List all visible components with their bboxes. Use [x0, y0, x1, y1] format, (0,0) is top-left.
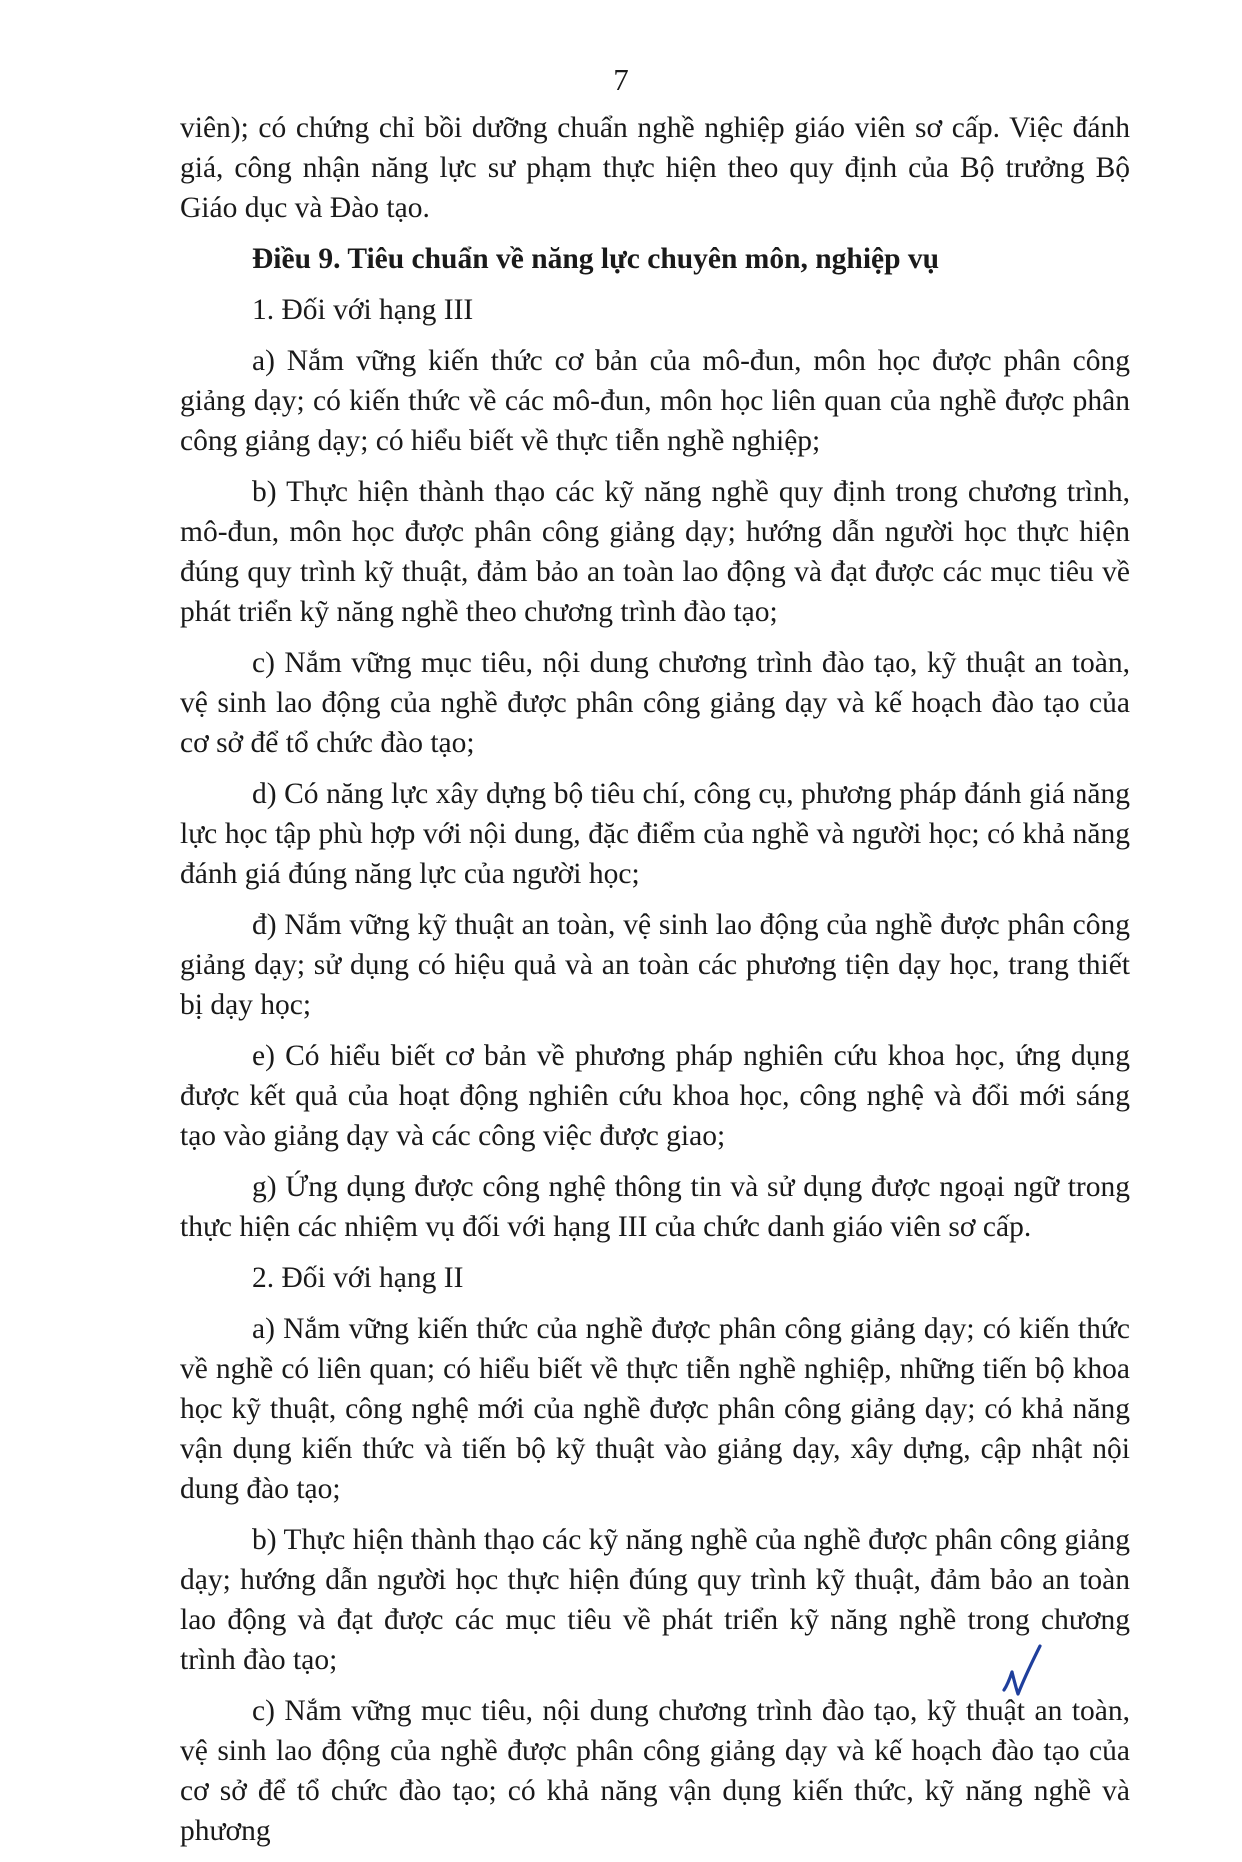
article-heading: Điều 9. Tiêu chuẩn về năng lực chuyên môn, nghiệp vụ [252, 243, 940, 275]
paragraph-continuation: viên); có chứng chỉ bồi dưỡng chuẩn nghề nghiệp giáo viên sơ cấp. Việc đánh giá, công nhận năng lực sư phạm thực hiện theo quy định của Bộ trưởng Bộ Giáo dục và Đào tạo. [180, 112, 1130, 224]
document-body [180, 108, 1130, 1862]
section-heading-rank-3: 1. Đối với hạng III [252, 294, 474, 326]
paragraph-item-dd: đ) Nắm vững kỹ thuật an toàn, vệ sinh lao động của nghề được phân công giảng dạy; sử dụng có hiệu quả và an toàn các phương tiện dạy học, trang thiết bị dạy học; [180, 909, 1130, 1021]
paragraph-item-b: b) Thực hiện thành thạo các kỹ năng nghề của nghề được phân công giảng dạy; hướng dẫn người học thực hiện đúng quy trình kỹ thuật, đảm bảo an toàn lao động và đạt được các mục tiêu về phát triển kỹ năng nghề trong chương trình đào tạo; [180, 1524, 1130, 1676]
paragraph-item-b: b) Thực hiện thành thạo các kỹ năng nghề quy định trong chương trình, mô-đun, môn học được phân công giảng dạy; hướng dẫn người học thực hiện đúng quy trình kỹ thuật, đảm bảo an toàn lao động và đạt được các mục tiêu về phát triển kỹ năng nghề theo chương trình đào tạo; [180, 476, 1130, 628]
section-heading-rank-2: 2. Đối với hạng II [252, 1262, 464, 1294]
paragraph-item-e: e) Có hiểu biết cơ bản về phương pháp nghiên cứu khoa học, ứng dụng được kết quả của hoạt động nghiên cứu khoa học, công nghệ và đổi mới sáng tạo vào giảng dạy và các công việc được giao; [180, 1040, 1130, 1152]
paragraph-item-a: a) Nắm vững kiến thức của nghề được phân công giảng dạy; có kiến thức về nghề có liên quan; có hiểu biết về thực tiễn nghề nghiệp, những tiến bộ khoa học kỹ thuật, công nghệ mới của nghề được phân công giảng dạy; có khả năng vận dụng kiến thức và tiến bộ kỹ thuật vào giảng dạy, xây dựng, cập nhật nội dung đào tạo; [180, 1313, 1130, 1505]
paragraph-item-g: g) Ứng dụng được công nghệ thông tin và sử dụng được ngoại ngữ trong thực hiện các nhiệm vụ đối với hạng III của chức danh giáo viên sơ cấp. [180, 1171, 1130, 1243]
paragraph-item-d: d) Có năng lực xây dựng bộ tiêu chí, công cụ, phương pháp đánh giá năng lực học tập phù hợp với nội dung, đặc điểm của nghề và người học; có khả năng đánh giá đúng năng lực của người học; [180, 778, 1130, 890]
page-number: 7 [613, 62, 629, 97]
initial-mark-icon [1000, 1640, 1044, 1700]
paragraph-item-a: a) Nắm vững kiến thức cơ bản của mô-đun, môn học được phân công giảng dạy; có kiến thức về các mô-đun, môn học liên quan của nghề được phân công giảng dạy; có hiểu biết về thực tiễn nghề nghiệp; [180, 345, 1130, 457]
paragraph-item-c: c) Nắm vững mục tiêu, nội dung chương trình đào tạo, kỹ thuật an toàn, vệ sinh lao động của nghề được phân công giảng dạy và kế hoạch đào tạo của cơ sở để tổ chức đào tạo; [180, 647, 1130, 759]
paragraph-item-c: c) Nắm vững mục tiêu, nội dung chương trình đào tạo, kỹ thuật an toàn, vệ sinh lao động của nghề được phân công giảng dạy và kế hoạch đào tạo của cơ sở để tổ chức đào tạo; có khả năng vận dụng kiến thức, kỹ năng nghề và phương [180, 1695, 1130, 1847]
